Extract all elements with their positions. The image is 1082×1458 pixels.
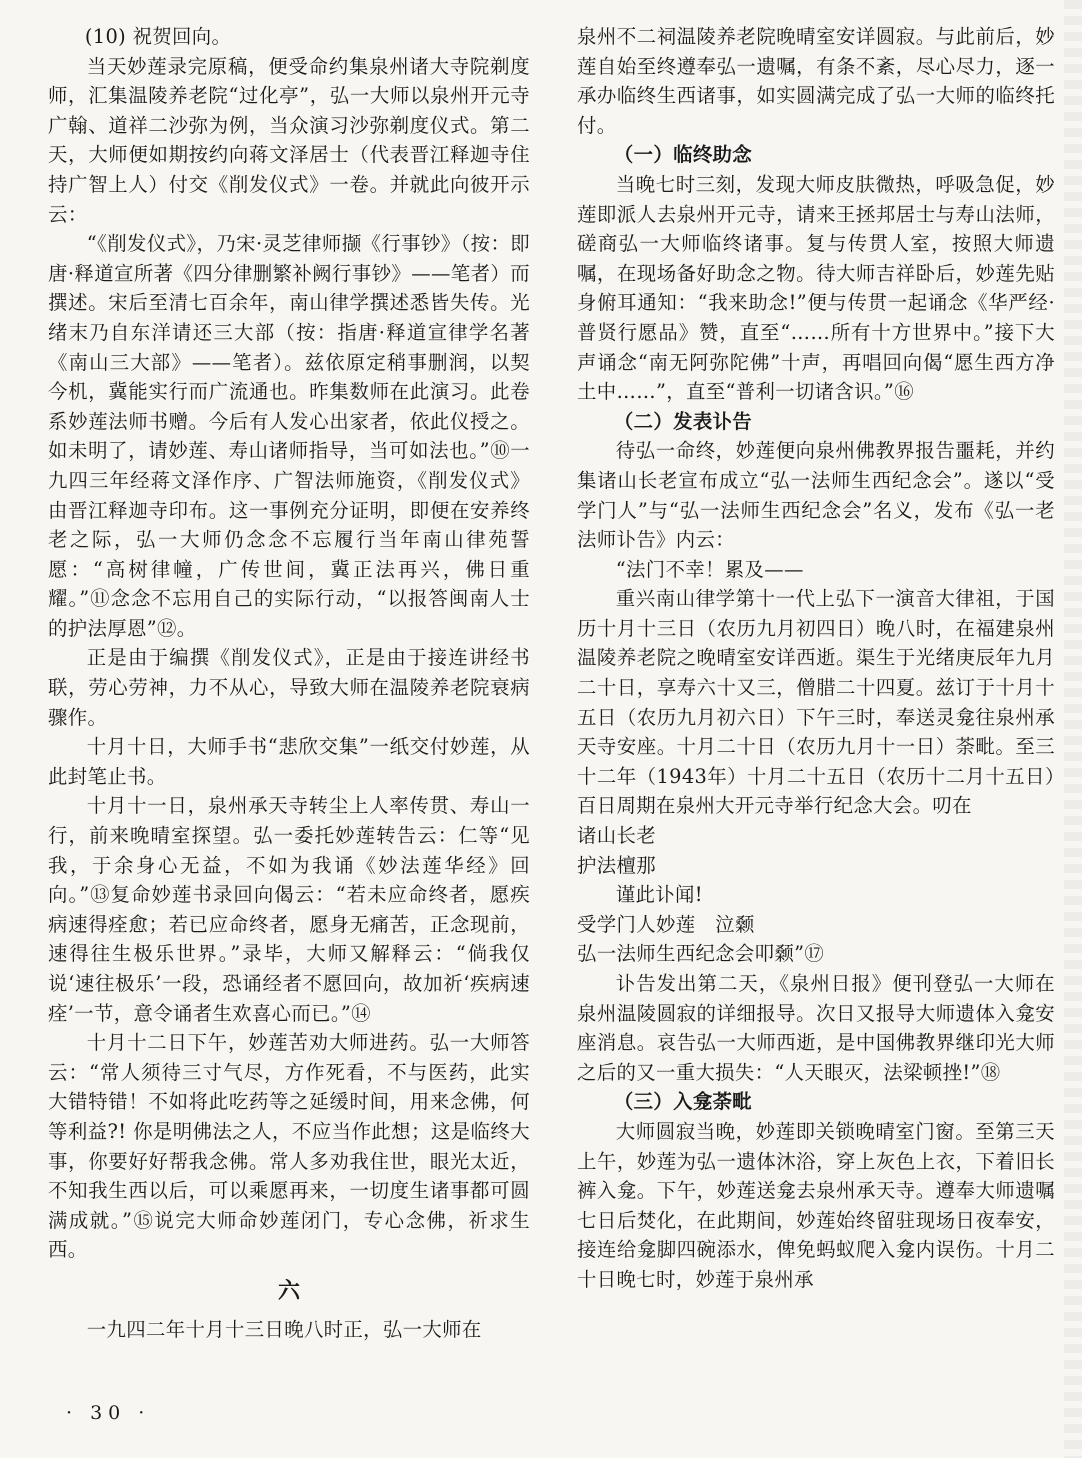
paragraph: 正是由于编撰《削发仪式》，正是由于接连讲经书联，劳心劳神，力不从心，导致大师在温陵养老院衰病骤作。 [48, 646, 530, 729]
subheading-1: （一）临终助念 [613, 143, 753, 167]
right-column [577, 22, 1055, 1295]
paragraph: 大师圆寂当晚，妙莲即关锁晚晴室门窗。至第三天上午，妙莲为弘一遗体沐浴，穿上灰色上衣，下着旧长裤入龛。下午，妙莲送龛去泉州承天寺。遵奉大师遗嘱七日后焚化，在此期间，妙莲始终留驻现场日夜奉安，接连给龛脚四碗添水，俾免蚂蚁爬入龛内误伤。十月二十日晚七时，妙莲于泉州承 [577, 1119, 1055, 1291]
section-number: 六 [277, 1277, 300, 1304]
obituary-address-line: 诸山长老 [577, 824, 656, 848]
obituary-opening: “法门不幸！累及—— [615, 557, 804, 581]
item-10-heading: (10) 祝贺回向。 [84, 25, 232, 48]
obituary-address-line: 护法檀那 [577, 853, 656, 877]
page-number: · 30 · [66, 1402, 151, 1424]
obituary-body: 重兴南山律学第十一代上弘下一演音大律祖，于国历十月十三日（农历九月初四日）晚八时，在福建泉州温陵养老院之晚晴室安详西逝。渠生于光绪庚辰年九月二十日，享寿六十又三，僧腊二十四夏。兹订于十月十五日（农历九月初六日）下午三时，奉送灵龛往泉州承天寺安座。十月二十日（农历九月十一日）荼毗。至三十二年（1943年）十月二十五日（农历十二月十五日）百日周期在泉州大开元寺举行纪念大会。叨在 [577, 587, 1055, 818]
paragraph: 泉州不二祠温陵养老院晚晴室安详圆寂。与此前后，妙莲自始至终遵奉弘一遗嘱，有条不紊，尽心尽力，逐一承办临终生西诸事，如实圆满完成了弘一大师的临终托付。 [577, 25, 1055, 137]
obituary-closing: 谨此讣闻! [615, 883, 703, 907]
paragraph: 讣告发出第二天，《泉州日报》便刊登弘一大师在泉州温陵圆寂的详细报导。次日又报导大师遗体入龛安座消息。哀告弘一大师西逝，是中国佛教界继印光大师之后的又一重大损失：“人天眼灭，法梁顿挫!”⑱ [577, 972, 1055, 1084]
obituary-signature: 弘一法师生西纪念会叩颡”⑰ [577, 942, 825, 966]
paragraph: 十月十二日下午，妙莲苦劝大师进药。弘一大师答云：“常人须待三寸气尽，方作死看，不与医药，此实大错特错！不如将此吃药等之延缓时间，用来念佛，何等利益?! 你是明佛法之人，不应当作此想；这是临终大事，你要好好帮我念佛。常人多劝我住世，眼光太近，不知我生西以后，可以乘愿再来，一切度生诸事都可圆满成就。”⑮说完大师命妙莲闭门，专心念佛，祈求生西。 [48, 1031, 530, 1262]
subheading-3: （三）入龛荼毗 [613, 1090, 753, 1114]
paragraph: 当天妙莲录完原稿，便受命约集泉州诸大寺院剃度师，汇集温陵养老院“过化亭”，弘一大师以泉州开元寺广翰、道祥二沙弥为例，当众演习沙弥剃度仪式。第二天，大师便如期按约向蒋文泽居士（代表晋江释迦寺住持广智上人）付交《削发仪式》一卷。并就此向彼开示云： [48, 54, 530, 226]
quote-paragraph: “《削发仪式》，乃宋·灵芝律师撷《行事钞》（按：即唐·释道宣所著《四分律删繁补阙行事钞》——笔者）而撰述。宋后至清七百余年，南山律学撰述悉皆失传。光绪末乃自东洋请还三大部（按：指唐·释道宣律学名著《南山三大部》——笔者）。兹依原定稍事删润，以契今机，冀能实行而广流通也。昨集数师在此演习。此卷系妙莲法师书赠。今后有人发心出家者，依此仪授之。如未明了，请妙莲、寿山诸师指导，当可如法也。”⑩一九四三年经蒋文泽作序、广智法师施资，《削发仪式》由晋江释迦寺印布。这一事例充分证明，即便在安养终老之际，弘一大师仍念念不忘履行当年南山律苑誓愿：“高树律幢，广传世间，冀正法再兴，佛日重耀。”⑪念念不忘用自己的实际行动，“以报答闽南人士的护法厚恩”⑫。 [48, 232, 530, 640]
obituary-signature: 受学门人妙莲 泣颡 [577, 912, 755, 936]
paragraph: 十月十日，大师手书“悲欣交集”一纸交付妙莲，从此封笔止书。 [48, 735, 530, 788]
scan-edge-decoration [1064, 0, 1082, 1458]
paragraph: 当晚七时三刻，发现大师皮肤微热，呼吸急促，妙莲即派人去泉州开元寺，请来王拯邦居士与寿山法师，磋商弘一大师临终诸事。复与传贯人室，按照大师遗嘱，在现场备好助念之物。待大师吉祥卧后，妙莲先贴身俯耳通知：“我来助念!”便与传贯一起诵念《华严经·普贤行愿品》赞，直至“……所有十方世界中。”接下大声诵念“南无阿弥陀佛”十声，再唱回向偈“愿生西方净土中……”，直至“普利一切诸含识。”⑯ [577, 172, 1055, 404]
left-column [48, 22, 530, 1344]
paragraph: 一九四二年十月十三日晚八时正，弘一大师在 [86, 1317, 482, 1341]
paragraph: 待弘一命终，妙莲便向泉州佛教界报告噩耗，并约集诸山长老宣布成立“弘一法师生西纪念会”。遂以“受学门人”与“弘一法师生西纪念会”名义，发布《弘一老法师讣告》内云： [577, 439, 1055, 552]
paragraph: 十月十一日，泉州承天寺转尘上人率传贯、寿山一行，前来晚晴室探望。弘一委托妙莲转告云：仁等“见我，于余身心无益，不如为我诵《妙法莲华经》回向。”⑬复命妙莲书录回向偈云：“若未应命终者，愿疾病速得痊愈；若已应命终者，愿身无痛苦，正念现前，速得往生极乐世界。”录毕，大师又解释云：“倘我仅说‘速往极乐’一段，恐诵经者不愿回向，故加祈‘疾病速痊’一节，意令诵者生欢喜心而已。”⑭ [48, 794, 530, 1025]
subheading-2: （二）发表讣告 [613, 409, 753, 433]
